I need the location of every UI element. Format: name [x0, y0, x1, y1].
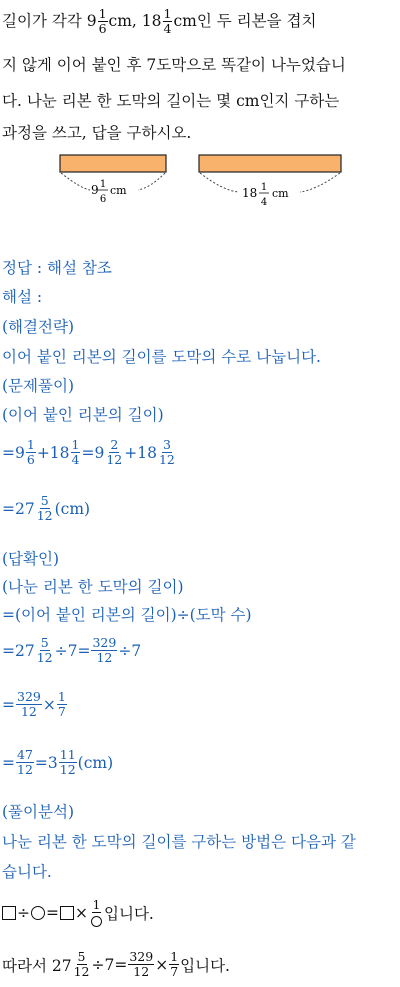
problem-line-1 — [2, 6, 316, 37]
right-brace — [300, 173, 340, 192]
problem-text: 길이가 각각 9 — [2, 12, 97, 30]
left-length-unit: cm — [110, 184, 127, 197]
equation-2: =27 $\frac{5}{12}$ (cm) — [2, 493, 91, 523]
check-heading: (답확인) — [2, 550, 60, 568]
ribbon-figure — [0, 150, 400, 220]
rule-equation: ÷ = × 1 입니다. — [2, 898, 154, 927]
analysis-text-2: 습니다. — [2, 863, 52, 881]
circle-icon — [91, 916, 102, 927]
equation-3: =27 $\frac{5}{12}$ ÷7= $\frac{329}{12}$ ÷7 — [2, 635, 142, 665]
analysis-text-1: 나눈 리본 한 도막의 길이를 구하는 방법은 다음과 같 — [2, 833, 356, 851]
right-length-den: 4 — [260, 197, 268, 208]
left-brace — [138, 173, 165, 190]
strategy-heading: (해결전략) — [2, 318, 74, 336]
check-subheading-1: (나눈 리본 한 도막의 길이) — [2, 578, 184, 596]
solution-subheading: (이어 붙인 리본의 길이) — [2, 406, 164, 424]
equation-1: =9 $\frac{1}{6}$ +18 $\frac{1}{4}$ =9 $\frac{2}{12}$ +18 $\frac{3}{12}$ — [2, 437, 175, 467]
fraction: $\frac{1}{6}$ — [98, 6, 107, 36]
strategy-text: 이어 붙인 리본의 길이를 도막의 수로 나눕니다. — [2, 348, 321, 366]
problem-text: cm인 두 리본을 겹치 — [173, 12, 317, 30]
equation-4: = $\frac{329}{12}$ × $\frac{1}{7}$ — [2, 689, 66, 719]
problem-line-3: 다. 나눈 리본 한 도막의 길이는 몇 cm인지 구하는 — [2, 92, 340, 110]
answer-label: 정답 : 해설 참조 — [2, 259, 112, 277]
problem-line-4: 과정을 쓰고, 답을 구하시오. — [2, 124, 192, 142]
left-ribbon — [60, 155, 166, 172]
fraction: $\frac{1}{4}$ — [163, 6, 172, 36]
analysis-heading: (풀이분석) — [2, 803, 74, 821]
equation-5: = $\frac{47}{12}$ =3 $\frac{11}{12}$ (cm) — [2, 747, 114, 777]
left-length-whole: 9 — [91, 183, 99, 197]
square-icon — [60, 906, 74, 920]
right-ribbon — [199, 155, 341, 172]
solution-heading: (문제풀이) — [2, 377, 74, 395]
final-equation: 따라서 27 $\frac{5}{12}$ ÷7= $\frac{329}{12}$ × $\frac{1}{7}$ 입니다. — [2, 949, 230, 979]
problem-text: cm, 18 — [108, 12, 162, 30]
right-brace — [200, 173, 238, 192]
left-brace — [61, 173, 90, 190]
check-subheading-2: =(이어 붙인 리본의 길이)÷(도막 수) — [2, 606, 252, 624]
right-length-unit: cm — [272, 187, 289, 200]
problem-line-2: 지 않게 이어 붙인 후 7도막으로 똑같이 나누었습니 — [2, 56, 346, 74]
left-length-den: 6 — [99, 194, 107, 205]
square-icon — [2, 906, 16, 920]
left-length-num: 1 — [99, 179, 107, 190]
right-length-num: 1 — [260, 182, 268, 193]
circle-icon — [31, 906, 45, 920]
explanation-label: 해설 : — [2, 288, 43, 306]
right-length-whole: 18 — [242, 186, 258, 200]
